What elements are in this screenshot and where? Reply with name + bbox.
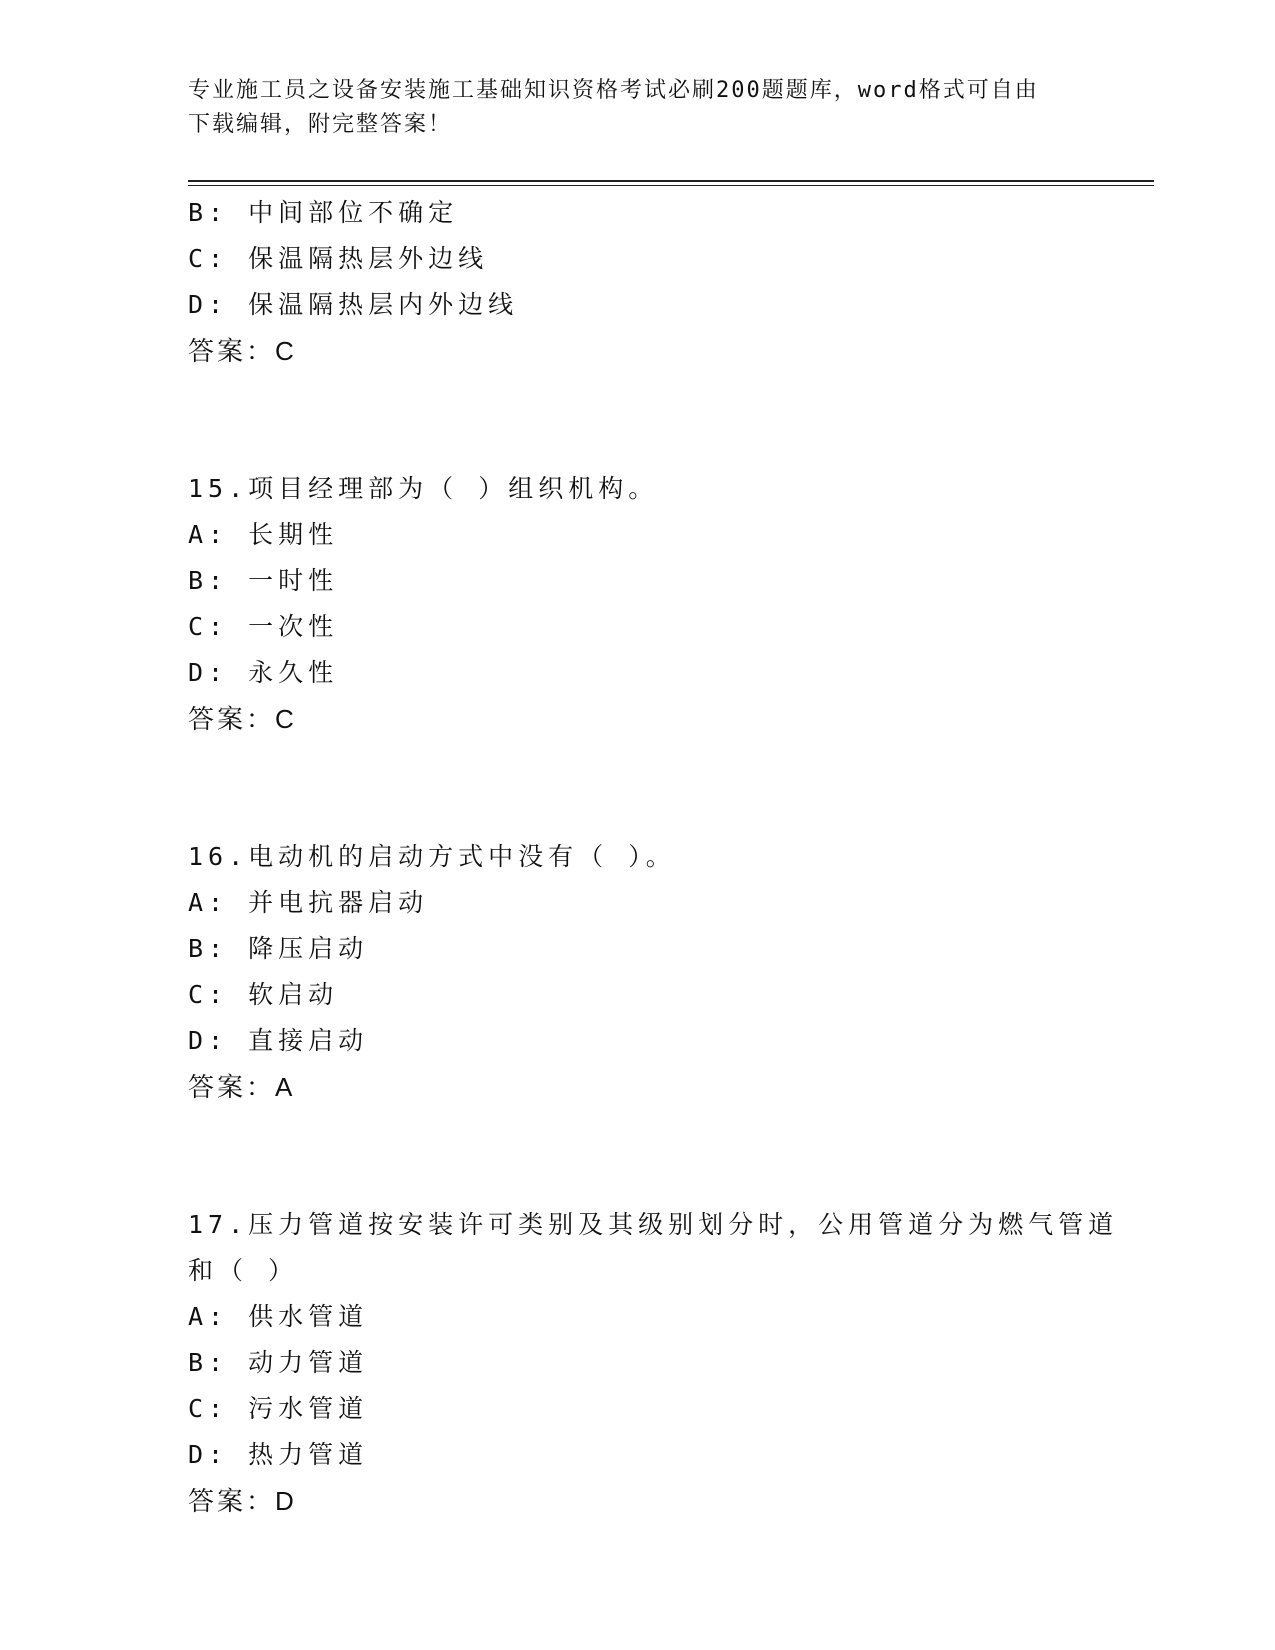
option-a: A: 并电抗器启动	[188, 888, 429, 917]
option-c: C: 一次性	[188, 612, 339, 641]
option-c: C: 软启动	[188, 980, 339, 1009]
option-c: C: 保温隔热层外边线	[188, 244, 489, 273]
option-d: D: 保温隔热层内外边线	[188, 290, 519, 319]
header-line-1: 专业施工员之设备安装施工基础知识资格考试必刷200题题库，word格式可自由	[188, 78, 1039, 103]
option-c: C: 污水管道	[188, 1394, 369, 1423]
answer: 答案：C	[188, 336, 297, 366]
question-17	[188, 1202, 1119, 1524]
answer: 答案：A	[188, 1072, 296, 1102]
question-stem: 16.电动机的启动方式中没有（ ）。	[188, 842, 676, 871]
answer: 答案：C	[188, 704, 297, 734]
header-divider-thick	[188, 180, 1154, 182]
question-14-partial	[188, 190, 1088, 374]
question-16	[188, 834, 1088, 1110]
answer: 答案：D	[188, 1486, 297, 1516]
header-divider-thin	[188, 185, 1154, 186]
question-stem-line-2: 和（ ）	[188, 1256, 299, 1285]
option-d: D: 永久性	[188, 658, 339, 687]
option-b: B: 中间部位不确定	[188, 198, 459, 227]
question-list	[188, 190, 1119, 1524]
option-a: A: 长期性	[188, 520, 339, 549]
option-d: D: 热力管道	[188, 1440, 369, 1469]
question-stem-line-1: 17.压力管道按安装许可类别及其级别划分时，公用管道分为燃气管道	[188, 1210, 1119, 1239]
option-b: B: 降压启动	[188, 934, 369, 963]
option-b: B: 一时性	[188, 566, 339, 595]
question-stem: 15.项目经理部为（ ）组织机构。	[188, 474, 659, 503]
option-a: A: 供水管道	[188, 1302, 369, 1331]
header-line-2: 下载编辑，附完整答案！	[188, 112, 453, 137]
document-header	[188, 74, 1088, 142]
option-d: D: 直接启动	[188, 1026, 369, 1055]
option-b: B: 动力管道	[188, 1348, 369, 1377]
question-15	[188, 466, 1088, 742]
